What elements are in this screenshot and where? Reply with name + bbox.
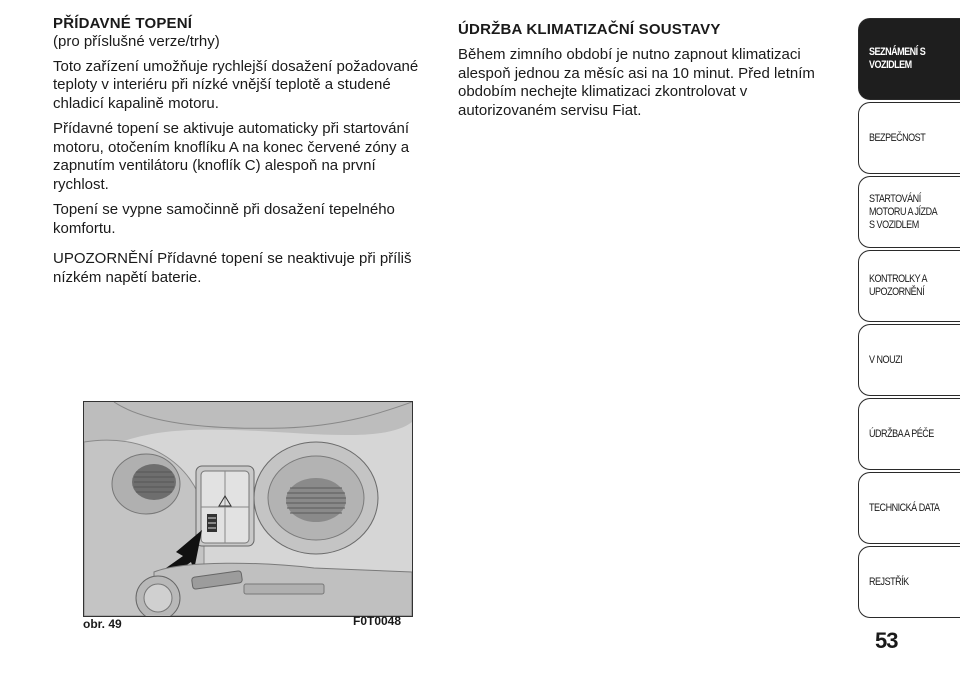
subheading: (pro příslušné verze/trhy): [53, 33, 220, 50]
tab-kontrolky[interactable]: [858, 250, 960, 322]
tab-label: V NOUZI: [869, 353, 903, 366]
tab-startovani[interactable]: [858, 176, 960, 248]
right-paragraph-1: Během zimního období je nutno zapnout klimatizaci alespoň jednou za měsíc asi na 10 minut. Před letním obdobím nechejte klimatizaci zkontrolovat v autorizovaném servisu Fiat.: [458, 46, 815, 119]
tab-label: SEZNÁMENÍ S VOZIDLEM: [869, 46, 926, 71]
chapter-tabs: [858, 18, 960, 620]
paragraph-1: Toto zařízení umožňuje rychlejší dosažení požadované teploty v interiéru při nízké vnější teplotě a studené chladicí kapalině motoru.: [53, 57, 419, 112]
tab-bezpecnost[interactable]: [858, 102, 960, 174]
figure-code: F0T0048: [353, 614, 402, 628]
tab-label: REJSTŘÍK: [869, 575, 909, 588]
heading-auxiliary-heater: PŘÍDAVNÉ TOPENÍ: [53, 15, 193, 32]
dashboard-illustration: [83, 401, 413, 617]
tab-label: KONTROLKY A UPOZORNĚNÍ: [869, 273, 927, 298]
left-column: [53, 14, 425, 294]
tab-label: ÚDRŽBA A PÉČE: [869, 427, 934, 440]
warning-label: UPOZORNĚNÍ: [53, 250, 154, 267]
tab-label: STARTOVÁNÍ MOTORU A JÍZDA S VOZIDLEM: [869, 192, 937, 231]
warning-text: Přídavné topení se neaktivuje při příliš nízkém napětí baterie.: [53, 250, 412, 286]
tab-rejstrik[interactable]: [858, 546, 960, 618]
right-column: [458, 14, 830, 127]
warning-paragraph: [53, 250, 425, 287]
figure-caption: obr. 49: [83, 617, 122, 631]
heading-ac-maintenance: ÚDRŽBA KLIMATIZAČNÍ SOUSTAVY: [458, 21, 721, 38]
paragraph-3: Topení se vypne samočinně při dosažení tepelného komfortu.: [53, 201, 395, 237]
tab-v-nouzi[interactable]: [858, 324, 960, 396]
tab-seznameni[interactable]: [858, 18, 960, 100]
tab-technicka-data[interactable]: [858, 472, 960, 544]
page-number: 53: [875, 628, 898, 653]
paragraph-2: Přídavné topení se aktivuje automaticky při startování motoru, otočením knoflíku A na konec červené zóny a zapnutím ventilátoru (knoflík C) alespoň na první rychlost.: [53, 120, 410, 193]
tab-label: TECHNICKÁ DATA: [869, 501, 940, 514]
tab-udrzba[interactable]: [858, 398, 960, 470]
tab-label: BEZPEČNOST: [869, 131, 926, 144]
